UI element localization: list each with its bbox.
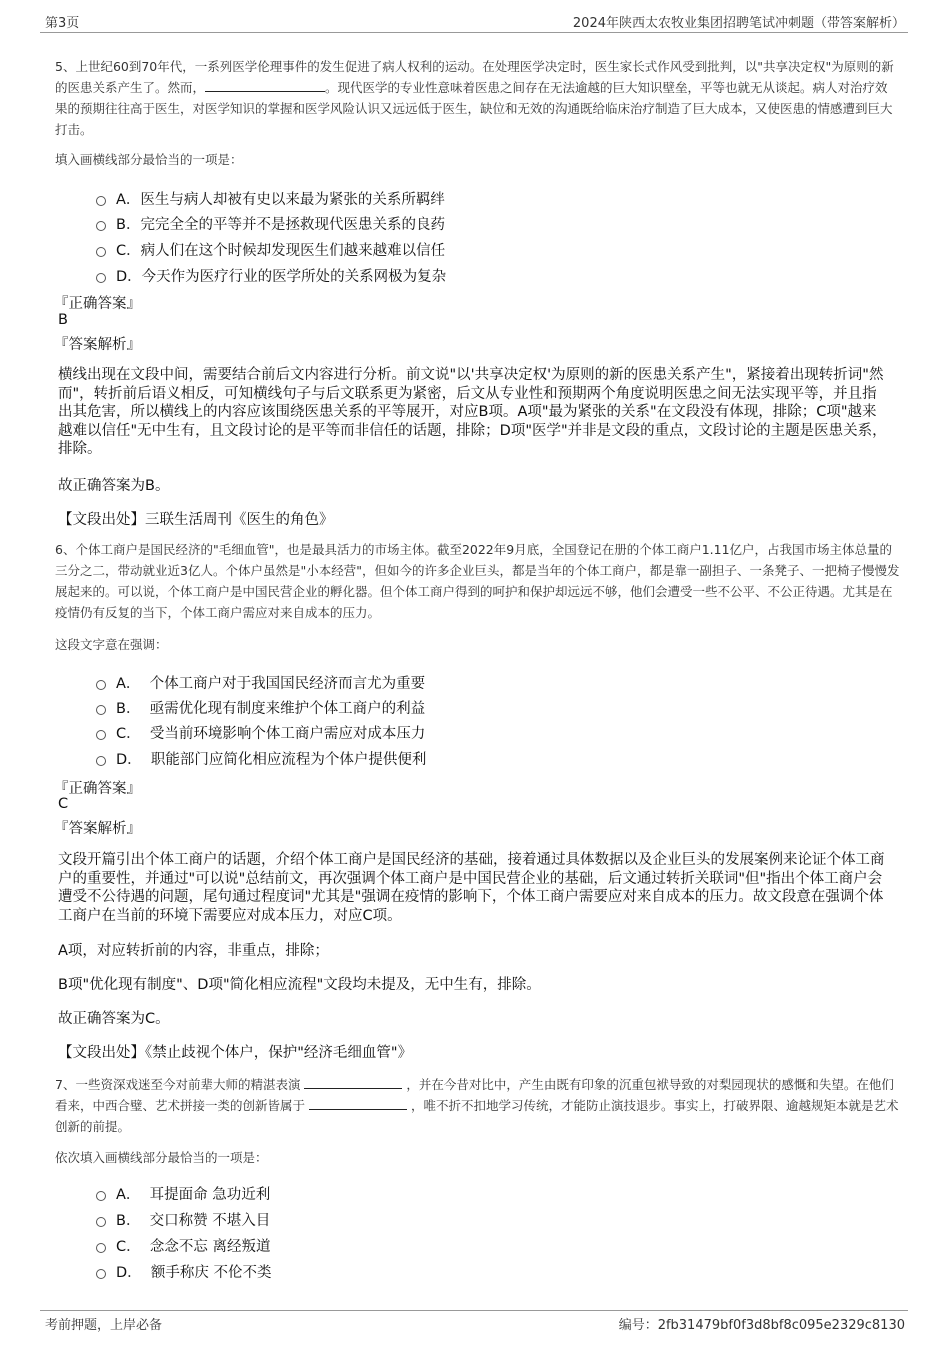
document-title: 2024年陕西太农牧业集团招聘笔试冲刺题（带答案解析） — [572, 16, 905, 31]
q7-text-3: ，唯不折不扣地学习传统，才能防止演技退步。事实上，打破界限、逾越规矩本就是艺术创新的前提。 — [55, 1098, 899, 1134]
q6-note-a: A项，对应转折前的内容，非重点，排除； — [58, 943, 329, 959]
q5-option-b[interactable] — [96, 213, 445, 234]
radio-icon[interactable] — [96, 1217, 106, 1227]
q6-option-d[interactable] — [96, 748, 426, 769]
q5-text-after: 。现代医学的专业性意味着医患之间存在无法逾越的巨大知识壁垒，平等也就无从谈起。病人对治疗效果的预期往往高于医生，对医学知识的掌握和医学风险认识又远远低于医生，缺位和无效的沟通既给临床治疗制造了巨大成本，又使医患的情感遭到巨大打击。 — [55, 80, 893, 137]
q5-text-before: 5、上世纪60到70年代，一系列医学伦理事件的发生促进了病人权利的运动。在处理医学决定时，医生家长式作风受到批判，以"共享决定权"为原则的新的医患关系产生了。然而， — [55, 59, 894, 95]
option-label: B．完完全全的平等并不是拯救现代医患关系的良药 — [116, 217, 445, 233]
footer-serial: 编号：2fb31479bf0f3d8bf8c095e2329c8130 — [618, 1318, 905, 1333]
q5-analysis: 横线出现在文段中间，需要结合前后文内容进行分析。前文说"以'共享决定权'为原则的新的医患关系产生"，紧接着出现转折词"然而"，转折前后语义相反，可知横线句子与后文联系更为紧密，后文从专业性和预期两个角度说明医患之间无法实现平等，并且指出其危害，所以横线上的内容应该围绕医患关系的平等展开，对应B项。A项"最为紧张的关系"在文段没有体现，排除；C项"越来越难以信任"无中生有，且文段讨论的是平等而非信任的话题，排除；D项"医学"并非是文段的重点，文段讨论的主题是医患关系，排除。 — [58, 367, 887, 457]
q7-blank-2 — [309, 1095, 407, 1110]
q5-analysis-label: 『答案解析』 — [54, 337, 141, 353]
radio-icon[interactable] — [96, 1191, 106, 1201]
question-6-text: 6、个体工商户是国民经济的"毛细血管"，也是最具活力的市场主体。截至2022年9月底，全国登记在册的个体工商户1.11亿户，占我国市场主体总量的三分之二，带动就业近3亿人。个体户虽然是"小本经营"，但如今的许多企业巨头，都是当年的个体工商户，都是靠一副担子、一条凳子、一把椅子慢慢发展起来的。可以说，个体工商户是中国民营企业的孵化器。但个体工商户得到的呵护和保护却远远不够，他们会遭受一些不公平、不公正待遇。尤其是在疫情仍有反复的当下，个体工商户需应对来自成本的压力。 — [55, 542, 900, 620]
option-label: A．医生与病人却被有史以来最为紧张的关系所羁绊 — [116, 192, 445, 208]
radio-icon[interactable] — [96, 196, 106, 206]
radio-icon[interactable] — [96, 247, 106, 257]
q7-option-a[interactable] — [96, 1183, 270, 1204]
option-label: C．病人们在这个时候却发现医生们越来越难以信任 — [116, 243, 446, 259]
radio-icon[interactable] — [96, 705, 106, 715]
q5-blank — [205, 77, 325, 92]
q6-conclusion: 故正确答案为C。 — [58, 1011, 170, 1027]
option-label: C． 受当前环境影响个体工商户需应对成本压力 — [116, 726, 426, 742]
option-label: D． 职能部门应简化相应流程为个体户提供便利 — [116, 752, 427, 768]
q6-analysis: 文段开篇引出个体工商户的话题，介绍个体工商户是国民经济的基础，接着通过具体数据以及企业巨头的发展案例来论证个体工商户的重要性，并通过"可以说"总结前文，再次强调个体工商户是中国民营企业的基础，后文通过转折关联词"但"指出个体工商户会遭受不公待遇的问题，尾句通过程度词"尤其是"强调在疫情的影响下，个体工商户需要应对来自成本的压力。故文段意在强调个体工商户在当前的环境下需要应对成本压力，对应C项。 — [58, 852, 885, 924]
option-label: D．今天作为医疗行业的医学所处的关系网极为复杂 — [116, 269, 447, 285]
q5-option-c[interactable] — [96, 239, 445, 260]
q7-option-c[interactable] — [96, 1235, 270, 1256]
option-label: B． 亟需优化现有制度来维护个体工商户的利益 — [116, 701, 426, 717]
q7-option-b[interactable] — [96, 1209, 270, 1230]
q6-note-bd: B项"优化现有制度"、D项"简化相应流程"文段均未提及，无中生有，排除。 — [58, 977, 541, 993]
radio-icon[interactable] — [96, 1269, 106, 1279]
question-7-text — [55, 1074, 900, 1137]
q6-analysis-label: 『答案解析』 — [54, 821, 141, 837]
q6-source: 【文段出处】《禁止歧视个体户，保护"经济毛细血管"》 — [58, 1045, 413, 1061]
q5-conclusion: 故正确答案为B。 — [58, 478, 170, 494]
option-label: B． 交口称赞 不堪入目 — [116, 1213, 271, 1229]
page-number: 第3页 — [45, 16, 80, 31]
q6-option-a[interactable] — [96, 672, 425, 693]
q5-answer-label: 『正确答案』 — [54, 296, 141, 312]
radio-icon[interactable] — [96, 756, 106, 766]
q7-text-2: ，并在今昔对比中，产生由既有印象的沉重包袱导致的对梨园现状的感慨和失望。在他们看来，中西合璧、艺术拼接一类的创新皆属于 — [55, 1077, 894, 1113]
radio-icon[interactable] — [96, 273, 106, 283]
radio-icon[interactable] — [96, 730, 106, 740]
question-5-text — [55, 56, 900, 140]
q6-option-c[interactable] — [96, 722, 425, 743]
q5-option-a[interactable] — [96, 188, 445, 209]
option-label: C． 念念不忘 离经叛道 — [116, 1239, 271, 1255]
option-label: D． 额手称庆 不伦不类 — [116, 1265, 272, 1281]
radio-icon[interactable] — [96, 221, 106, 231]
footer-slogan: 考前押题，上岸必备 — [45, 1318, 163, 1333]
option-label: A． 耳提面命 急功近利 — [116, 1187, 271, 1203]
option-label: A． 个体工商户对于我国国民经济而言尤为重要 — [116, 676, 426, 692]
q6-option-b[interactable] — [96, 697, 425, 718]
q7-blank-1 — [304, 1074, 402, 1089]
q7-prompt: 依次填入画横线部分最恰当的一项是： — [55, 1150, 268, 1165]
q7-text-1: 7、一些资深戏迷至今对前辈大师的精湛表演 — [55, 1077, 305, 1092]
q5-prompt: 填入画横线部分最恰当的一项是： — [55, 152, 243, 167]
q6-prompt: 这段文字意在强调： — [55, 637, 168, 652]
radio-icon[interactable] — [96, 680, 106, 690]
q6-answer-label: 『正确答案』 — [54, 781, 141, 797]
footer-divider — [40, 1310, 908, 1311]
header-divider — [40, 32, 908, 33]
radio-icon[interactable] — [96, 1243, 106, 1253]
q5-source: 【文段出处】三联生活周刊《医生的角色》 — [58, 512, 334, 528]
q5-answer: B — [58, 312, 68, 328]
q6-answer: C — [58, 796, 69, 812]
q5-option-d[interactable] — [96, 265, 446, 286]
q7-option-d[interactable] — [96, 1261, 272, 1282]
